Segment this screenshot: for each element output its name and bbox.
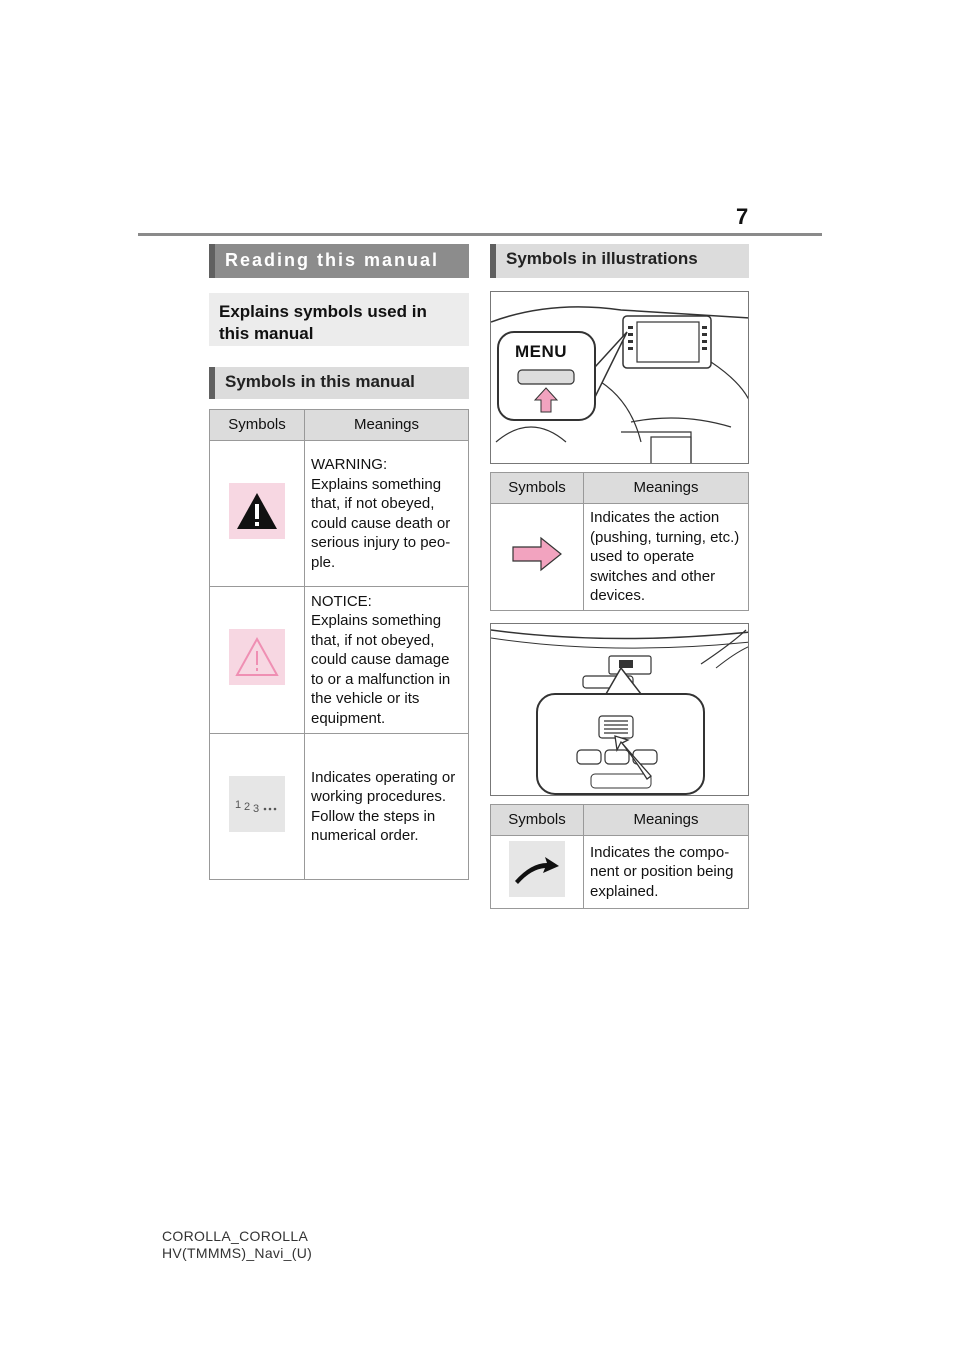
col-meanings: Meanings [584,473,749,504]
table-header-row [491,473,749,504]
svg-text:1: 1 [235,798,242,811]
col-meanings: Meanings [305,410,469,441]
table-row [210,441,469,587]
symbol-cell [210,587,305,734]
warning-icon [229,483,285,545]
subsection-box [209,293,469,346]
notice-icon [229,629,285,691]
footer-line-2: HV(TMMMS)_Navi_(U) [162,1245,313,1261]
table-header-row [491,805,749,836]
footer [162,1228,312,1262]
dashboard-illustration [490,291,749,464]
section-title-bar [209,244,469,278]
symbol-cell [491,836,584,909]
table-row [210,734,469,880]
col-symbols: Symbols [491,473,584,504]
subsection-title: Explains symbols used in this manual [219,302,427,343]
table-row [491,836,749,909]
meaning-cell: Indicates the compo-nent or position being explained. [584,836,749,909]
col-symbols: Symbols [210,410,305,441]
table-header-row [210,410,469,441]
section-title: Reading this manual [225,250,440,270]
svg-text:3: 3 [253,802,260,815]
symbols-heading-bar [209,367,469,399]
symbols-heading: Symbols in this manual [225,372,415,391]
symbol-cell [210,441,305,587]
overhead-illustration [490,623,749,796]
meaning-cell: NOTICE: Explains something that, if not obeyed, could cause damage to or a malfunction in the vehicle or its equipment. [305,587,469,734]
table-row [491,504,749,611]
col-meanings: Meanings [584,805,749,836]
illustrations-heading-bar [490,244,749,278]
meaning-cell: WARNING: Explains something that, if not obeyed, could cause death or serious injury to peo-ple. [305,441,469,587]
component-symbol-table [490,804,749,909]
pink-arrow-icon [509,534,565,580]
meaning-cell: Indicates operating or working procedures. Follow the steps in numerical order. [305,734,469,880]
table-row [210,587,469,734]
page-number: 7 [736,204,749,229]
illustrations-heading: Symbols in illustrations [506,249,698,268]
pointer-arrow-icon [509,841,565,903]
menu-label: MENU [515,342,568,361]
top-rule [138,233,822,236]
symbols-table [209,409,469,880]
symbol-cell [210,734,305,880]
action-symbol-table [490,472,749,611]
symbol-cell [491,504,584,611]
footer-line-1: COROLLA_COROLLA [162,1228,309,1244]
meaning-cell: Indicates the action (pushing, turning, etc.) used to operate switches and other devices. [584,504,749,611]
col-symbols: Symbols [491,805,584,836]
svg-text:2: 2 [244,800,251,813]
steps-icon [229,776,285,838]
